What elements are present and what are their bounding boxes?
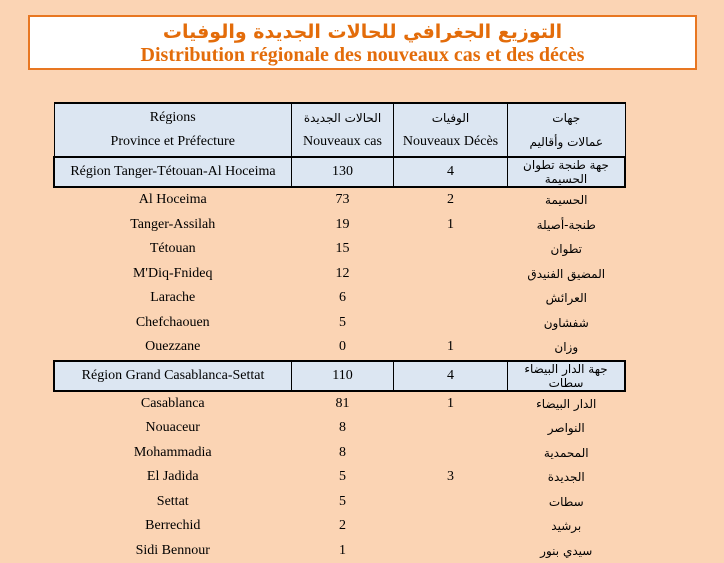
new-cases-value: 1 bbox=[292, 539, 394, 563]
new-deaths-value: 2 bbox=[394, 187, 508, 213]
table-row bbox=[54, 391, 625, 417]
distribution-table bbox=[53, 102, 626, 563]
new-deaths-value bbox=[394, 237, 508, 262]
new-deaths-value bbox=[394, 416, 508, 441]
table-row bbox=[54, 213, 625, 238]
province-name: Tanger-Assilah bbox=[54, 213, 292, 238]
region-row bbox=[54, 157, 625, 187]
new-cases-value: 73 bbox=[292, 187, 394, 213]
header-new-deaths: الوفيات Nouveaux Décès bbox=[394, 103, 508, 157]
new-cases-value: 15 bbox=[292, 237, 394, 262]
new-cases-value: 81 bbox=[292, 391, 394, 417]
header-regions: Régions Province et Préfecture bbox=[54, 103, 292, 157]
table-row bbox=[54, 187, 625, 213]
new-deaths-value: 1 bbox=[394, 391, 508, 417]
new-deaths-value: 4 bbox=[394, 361, 508, 391]
province-name: Al Hoceima bbox=[54, 187, 292, 213]
province-name: El Jadida bbox=[54, 465, 292, 490]
new-cases-value: 5 bbox=[292, 465, 394, 490]
new-cases-value: 5 bbox=[292, 311, 394, 336]
province-name: M'Diq-Fnideq bbox=[54, 262, 292, 287]
province-name: Mohammadia bbox=[54, 441, 292, 466]
title-french: Distribution régionale des nouveaux cas et des décès bbox=[30, 43, 695, 67]
new-cases-value: 110 bbox=[292, 361, 394, 391]
province-name: Berrechid bbox=[54, 514, 292, 539]
province-name-arabic: العرائش bbox=[508, 286, 626, 311]
new-deaths-value bbox=[394, 311, 508, 336]
province-name-arabic: سطات bbox=[508, 490, 626, 515]
province-name-arabic: الدار البيضاء bbox=[508, 391, 626, 417]
province-name-arabic: وزان bbox=[508, 335, 626, 361]
province-name: Chefchaouen bbox=[54, 311, 292, 336]
province-name-arabic: المحمدية bbox=[508, 441, 626, 466]
province-name: Tétouan bbox=[54, 237, 292, 262]
province-name: Settat bbox=[54, 490, 292, 515]
new-cases-value: 19 bbox=[292, 213, 394, 238]
table-row bbox=[54, 539, 625, 563]
table-row bbox=[54, 441, 625, 466]
new-cases-value: 8 bbox=[292, 441, 394, 466]
title-box bbox=[28, 15, 697, 70]
table-row bbox=[54, 514, 625, 539]
table-row bbox=[54, 311, 625, 336]
header-regions-arabic: جهات عمالات وأقاليم bbox=[508, 103, 626, 157]
province-name-arabic: الجديدة bbox=[508, 465, 626, 490]
province-name-arabic: الحسيمة bbox=[508, 187, 626, 213]
new-deaths-value: 1 bbox=[394, 335, 508, 361]
new-deaths-value: 3 bbox=[394, 465, 508, 490]
province-name-arabic: شفشاون bbox=[508, 311, 626, 336]
province-name: Ouezzane bbox=[54, 335, 292, 361]
province-name-arabic: جهة الدار البيضاء سطات bbox=[508, 361, 626, 391]
table-row bbox=[54, 262, 625, 287]
title-arabic: التوزيع الجغرافي للحالات الجديدة والوفيات bbox=[30, 21, 695, 43]
province-name-arabic: سيدي بنور bbox=[508, 539, 626, 563]
table-row bbox=[54, 490, 625, 515]
table-header-row bbox=[54, 103, 625, 157]
new-deaths-value bbox=[394, 539, 508, 563]
new-cases-value: 130 bbox=[292, 157, 394, 187]
new-deaths-value bbox=[394, 514, 508, 539]
new-deaths-value bbox=[394, 490, 508, 515]
new-deaths-value bbox=[394, 286, 508, 311]
new-deaths-value: 4 bbox=[394, 157, 508, 187]
table-row bbox=[54, 416, 625, 441]
new-deaths-value: 1 bbox=[394, 213, 508, 238]
table-row bbox=[54, 335, 625, 361]
header-new-cases: الحالات الجديدة Nouveaux cas bbox=[292, 103, 394, 157]
province-name: Larache bbox=[54, 286, 292, 311]
province-name-arabic: جهة طنجة تطوان الحسيمة bbox=[508, 157, 626, 187]
province-name-arabic: برشيد bbox=[508, 514, 626, 539]
province-name-arabic: النواصر bbox=[508, 416, 626, 441]
province-name-arabic: طنجة-أصيلة bbox=[508, 213, 626, 238]
new-cases-value: 0 bbox=[292, 335, 394, 361]
new-cases-value: 2 bbox=[292, 514, 394, 539]
region-row bbox=[54, 361, 625, 391]
new-cases-value: 12 bbox=[292, 262, 394, 287]
province-name: Nouaceur bbox=[54, 416, 292, 441]
table-row bbox=[54, 237, 625, 262]
province-name: Région Grand Casablanca-Settat bbox=[54, 361, 292, 391]
province-name: Sidi Bennour bbox=[54, 539, 292, 563]
province-name-arabic: المضيق الفنيدق bbox=[508, 262, 626, 287]
new-cases-value: 5 bbox=[292, 490, 394, 515]
province-name-arabic: تطوان bbox=[508, 237, 626, 262]
province-name: Région Tanger-Tétouan-Al Hoceima bbox=[54, 157, 292, 187]
new-cases-value: 8 bbox=[292, 416, 394, 441]
new-deaths-value bbox=[394, 262, 508, 287]
province-name: Casablanca bbox=[54, 391, 292, 417]
new-cases-value: 6 bbox=[292, 286, 394, 311]
new-deaths-value bbox=[394, 441, 508, 466]
table-row bbox=[54, 286, 625, 311]
table-row bbox=[54, 465, 625, 490]
